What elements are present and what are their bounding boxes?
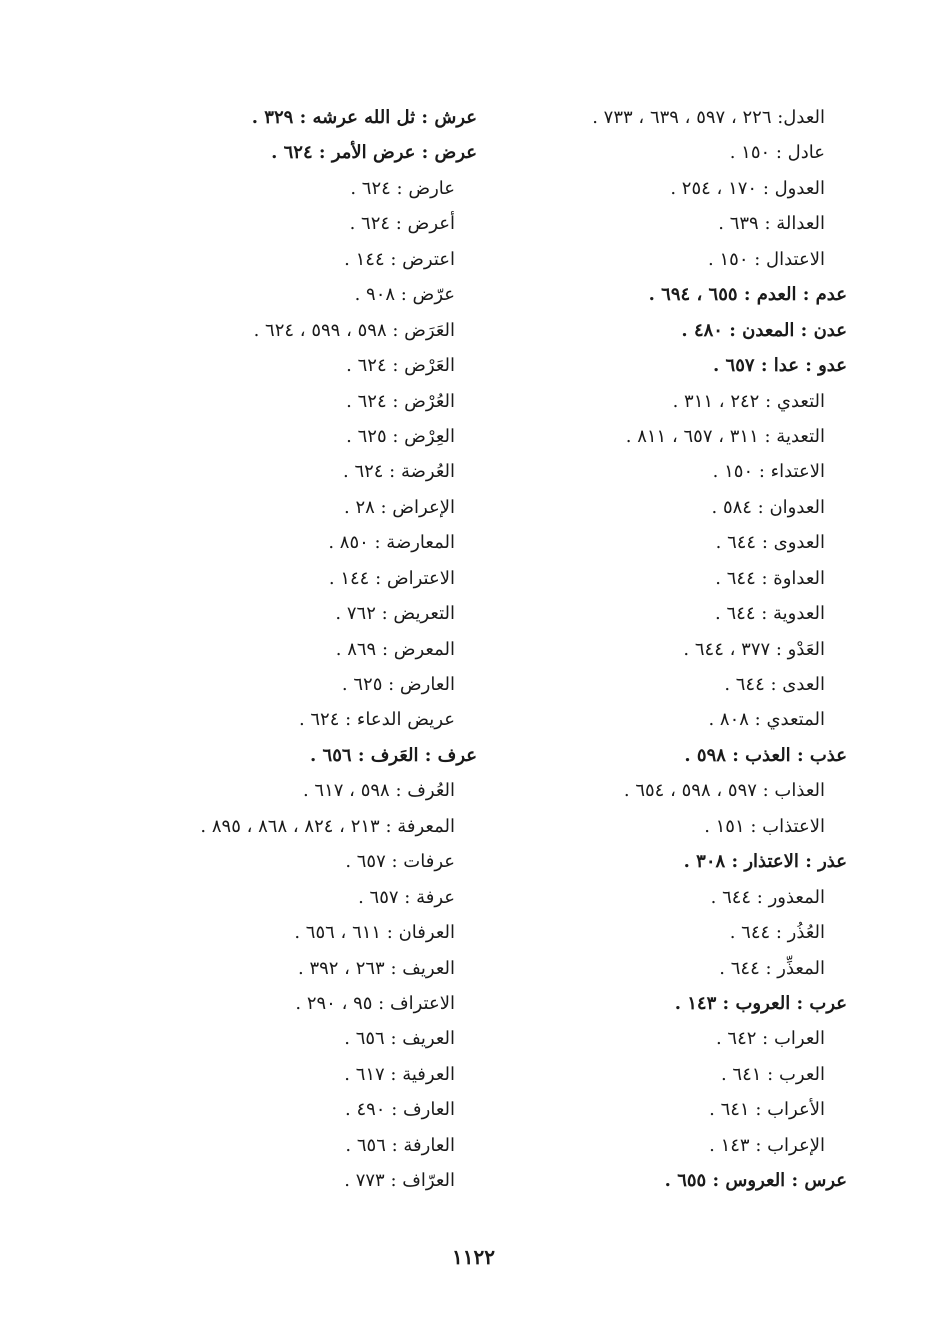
index-entry: العَرْض : ٦٢٤ . [346, 355, 455, 377]
index-entry: الاعتذاب : ١٥١ . [704, 815, 825, 837]
index-entry: العريف : ٦٥٦ . [344, 1028, 455, 1050]
index-entry: العريف : ٢٦٣ ، ٣٩٢ . [297, 957, 455, 979]
index-entry: العدالة : ٦٣٩ . [718, 213, 825, 235]
index-entry: عادل : ١٥٠ . [729, 142, 825, 164]
index-root-entry: عدم : العدم : ٦٥٥ ، ٦٩٤ . [648, 284, 847, 306]
index-entry: المعارضة : ٨٥٠ . [328, 532, 455, 554]
index-entry: العدوية : ٦٤٤ . [715, 603, 825, 625]
index-root-entry: عدو : عدا : ٦٥٧ . [713, 355, 847, 377]
index-entry: الاعتراف : ٩٥ ، ٢٩٠ . [295, 992, 455, 1014]
index-entry: العرفان : ٦١١ ، ٦٥٦ . [294, 922, 455, 944]
index-entry: المعذِّر : ٦٤٤ . [719, 957, 825, 979]
index-entry: الاعتدال : ١٥٠ . [708, 248, 825, 270]
index-root-entry: عذر : الاعتذار : ٣٠٨ . [683, 851, 847, 873]
index-root-entry: عدن : المعدن : ٤٨٠ . [681, 319, 847, 341]
index-entry: عريض الدعاء : ٦٢٤ . [298, 709, 455, 731]
index-entry: العدول : ١٧٠ ، ٢٥٤ . [670, 177, 825, 199]
index-entry: أعرض : ٦٢٤ . [349, 213, 455, 235]
index-entry: العداوة : ٦٤٤ . [715, 567, 825, 589]
index-entry: الإعراض : ٢٨ . [343, 496, 455, 518]
index-entry: العدى : ٦٤٤ . [724, 674, 825, 695]
index-column-left [107, 100, 477, 1199]
index-root-entry: عرف : العَرف : ٦٥٦ . [309, 744, 477, 766]
index-entry: عرّض : ٩٠٨ . [354, 284, 455, 306]
index-entry: المتعدي : ٨٠٨ . [708, 709, 825, 731]
index-root-entry: عذب : العذب : ٥٩٨ . [684, 744, 847, 766]
index-entry: العِرْض : ٦٢٥ . [346, 425, 455, 447]
index-root-entry: عرس : العروس : ٦٥٥ . [664, 1170, 847, 1192]
index-entry: العدل: ٢٢٦ ، ٥٩٧ ، ٦٣٩ ، ٧٣٣ . [592, 107, 825, 128]
index-entry: المعرض : ٨٦٩ . [335, 638, 455, 660]
index-entry: الإعراب : ١٤٣ . [709, 1134, 825, 1156]
index-entry: العُرْض : ٦٢٤ . [346, 390, 455, 412]
index-entry: المعرفة : ٢١٣ ، ٨٢٤ ، ٨٦٨ ، ٨٩٥ . [200, 815, 455, 837]
index-entry: الاعتداء : ١٥٠ . [712, 461, 825, 483]
index-entry: العُرف : ٥٩٨ ، ٦١٧ . [302, 780, 455, 802]
index-entry: العارض : ٦٢٥ . [341, 674, 455, 695]
index-entry: العدوان : ٥٨٤ . [711, 496, 825, 518]
index-entry: العرّاف : ٧٧٣ . [344, 1170, 455, 1192]
index-entry: العذاب : ٥٩٧ ، ٥٩٨ ، ٦٥٤ . [623, 780, 825, 802]
index-root-entry: عرض : عرض الأمر : ٦٢٤ . [271, 142, 477, 164]
index-entry: التعريض : ٧٦٢ . [335, 603, 455, 625]
index-entry: التعدية : ٣١١ ، ٦٥٧ ، ٨١١ . [625, 425, 825, 447]
index-entry: العَرَض : ٥٩٨ ، ٥٩٩ ، ٦٢٤ . [253, 319, 455, 341]
index-entry: العراب : ٦٤٢ . [715, 1028, 825, 1050]
index-root-entry: عرب : العروب : ١٤٣ . [674, 992, 847, 1014]
index-entry: العدوى : ٦٤٤ . [715, 532, 825, 554]
index-entry: المعذور : ٦٤٤ . [710, 886, 825, 908]
index-column-right [507, 100, 847, 1199]
index-entry: عرفات : ٦٥٧ . [345, 851, 455, 873]
index-entry: اعترض : ١٤٤ . [344, 248, 455, 270]
page-number: ١١٢٢ [452, 1245, 495, 1269]
index-entry: العَدْو : ٣٧٧ ، ٦٤٤ . [683, 638, 825, 660]
index-entry: العرب : ٦٤١ . [720, 1063, 825, 1085]
index-entry: العرفية : ٦١٧ . [344, 1063, 455, 1085]
index-entry: العُرضة : ٦٢٤ . [342, 461, 455, 483]
index-entry: العارف : ٤٩٠ . [345, 1099, 455, 1121]
index-entry: التعدي : ٢٤٢ ، ٣١١ . [672, 390, 825, 412]
index-root-entry: عرش : ثل الله عرشه : ٣٢٩ . [251, 107, 477, 128]
index-entry: العُذُر : ٦٤٤ . [729, 922, 825, 944]
index-entry: عرفة : ٦٥٧ . [358, 886, 455, 908]
index-entry: العارفة : ٦٥٦ . [345, 1134, 455, 1156]
index-entry: الأعراب : ٦٤١ . [709, 1099, 825, 1121]
index-entry: الاعتراض : ١٤٤ . [328, 567, 455, 589]
index-entry: عارض : ٦٢٤ . [350, 177, 455, 199]
